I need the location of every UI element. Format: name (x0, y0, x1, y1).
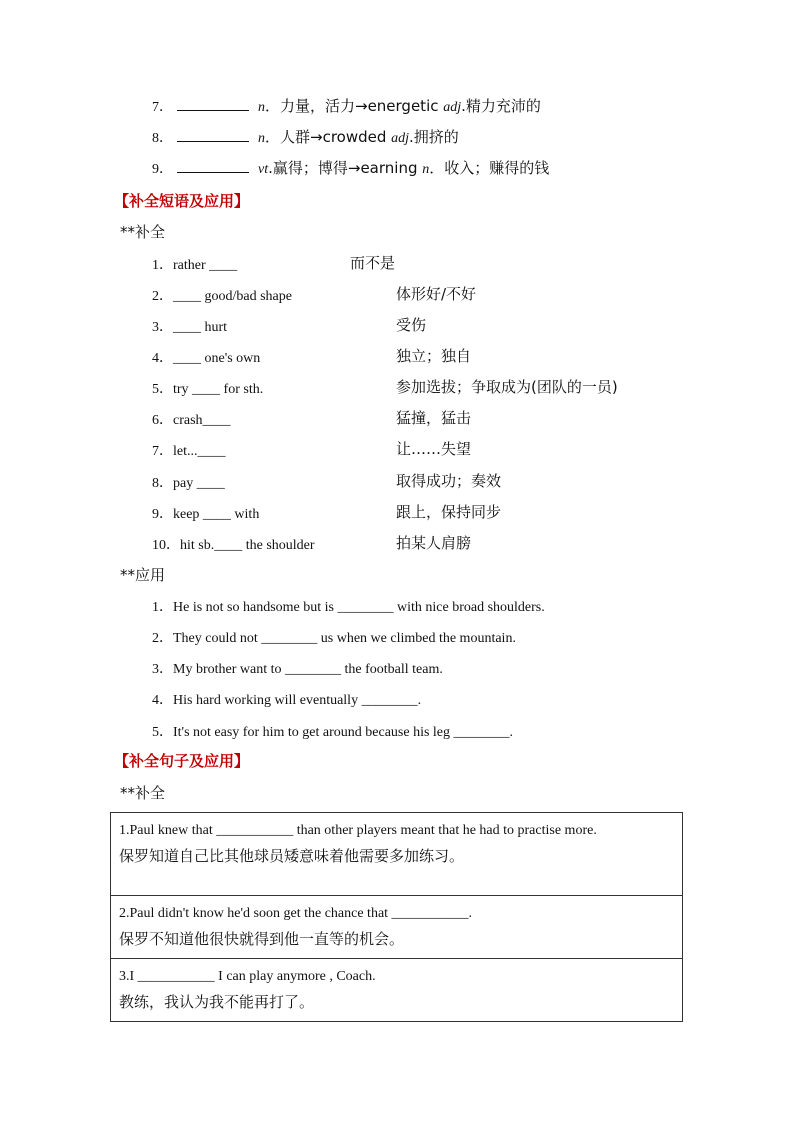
apply-sentence: 4．His hard working will eventually ________. (152, 693, 422, 708)
derived-pos: adj (391, 131, 410, 146)
sentence-cell (111, 896, 683, 959)
derived-meaning: ．收入；赚得的钱 (429, 159, 550, 177)
sentence-table (110, 812, 683, 1022)
answer-blank[interactable] (177, 127, 249, 142)
vocab-definition: ．力量，活力→energetic (265, 97, 444, 115)
phrase-meaning: 而不是 (350, 254, 396, 272)
table-row (111, 896, 683, 959)
vocab-number: 7． (152, 100, 173, 115)
part-of-speech: n (258, 100, 265, 115)
section-title-phrases: 【补全短语及应用】 (114, 192, 250, 210)
vocab-item (152, 158, 549, 180)
part-of-speech: n (258, 131, 265, 146)
vocab-definition: ．人群→crowded (265, 128, 392, 146)
table-row (111, 959, 683, 1022)
derived-meaning: .精力充沛的 (461, 97, 541, 115)
phrase-item: 2．____ good/bad shape (152, 289, 292, 304)
phrase-meaning: 独立；独自 (396, 347, 472, 365)
phrase-item: 3．____ hurt (152, 320, 228, 335)
sentence-english: 3.I ___________ I can play anymore , Coach. (119, 969, 376, 984)
phrase-item: 10．hit sb.____ the shoulder (152, 538, 315, 553)
sentence-english: 1.Paul knew that ___________ than other players meant that he had to practise more. (119, 823, 597, 838)
subheading-fill: **补全 (120, 223, 166, 241)
phrase-meaning: 拍某人肩膀 (396, 534, 472, 552)
answer-blank[interactable] (177, 96, 249, 111)
sentence-chinese: 保罗知道自己比其他球员矮意味着他需要多加练习。 (119, 847, 465, 865)
derived-pos: n (422, 162, 430, 177)
phrase-item: 8．pay ____ (152, 476, 225, 491)
sentence-chinese: 保罗不知道他很快就得到他一直等的机会。 (119, 930, 405, 948)
sentence-english: 2.Paul didn't know he'd soon get the chance that ___________. (119, 906, 473, 921)
phrase-meaning: 猛撞，猛击 (396, 409, 472, 427)
phrase-item: 4．____ one's own (152, 351, 261, 366)
sentence-cell (111, 813, 683, 896)
subheading-fill: **补全 (120, 784, 166, 802)
section-title-sentences: 【补全句子及应用】 (114, 752, 250, 770)
table-row (111, 813, 683, 896)
phrase-item: 9．keep ____ with (152, 507, 260, 522)
answer-blank[interactable] (177, 158, 249, 173)
sentence-cell (111, 959, 683, 1022)
part-of-speech: vt (258, 162, 269, 177)
vocab-item (152, 127, 459, 149)
phrase-meaning: 取得成功；奏效 (396, 472, 502, 490)
sentence-chinese: 教练，我认为我不能再打了。 (119, 993, 315, 1011)
vocab-number: 8． (152, 131, 173, 146)
phrase-item: 7．let...____ (152, 444, 226, 459)
phrase-item: 1．rather ____ (152, 258, 238, 273)
apply-sentence: 5．It's not easy for him to get around because his leg ________. (152, 725, 514, 740)
vocab-item (152, 96, 541, 118)
vocab-definition: .赢得；博得→earning (268, 159, 423, 177)
apply-sentence: 2．They could not ________ us when we climbed the mountain. (152, 631, 516, 646)
derived-meaning: .拥挤的 (409, 128, 459, 146)
phrase-meaning: 跟上，保持同步 (396, 503, 502, 521)
vocab-number: 9． (152, 162, 173, 177)
phrase-meaning: 体形好/不好 (396, 285, 477, 303)
phrase-meaning: 让……失望 (396, 440, 472, 458)
phrase-item: 5．try ____ for sth. (152, 382, 264, 397)
subheading-apply: **应用 (120, 566, 166, 584)
apply-sentence: 3．My brother want to ________ the football team. (152, 662, 443, 677)
phrase-meaning: 参加选拔；争取成为(团队的一员) (396, 378, 618, 396)
apply-sentence: 1．He is not so handsome but is ________ with nice broad shoulders. (152, 600, 545, 615)
derived-pos: adj (443, 100, 462, 115)
phrase-item: 6．crash____ (152, 413, 231, 428)
phrase-meaning: 受伤 (396, 316, 427, 334)
